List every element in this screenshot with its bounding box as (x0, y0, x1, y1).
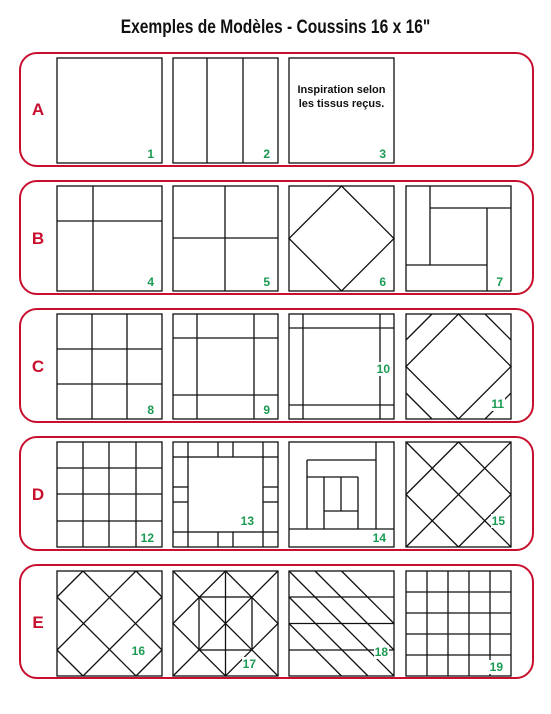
pattern-number-9: 9 (263, 403, 270, 417)
pattern-number-19: 19 (489, 660, 503, 674)
pattern-tile-5[interactable] (172, 185, 279, 292)
pattern-number-2: 2 (263, 147, 270, 161)
pattern-number-7: 7 (496, 275, 503, 289)
pattern-tile-1[interactable] (56, 57, 163, 164)
pattern-tile-4[interactable] (56, 185, 163, 292)
row-c-label: C (31, 357, 45, 376)
row-b-label: B (31, 229, 45, 248)
pattern-tile-8[interactable] (56, 313, 163, 420)
row-a-label: A (31, 100, 45, 119)
pattern-tile-7[interactable] (405, 185, 512, 292)
pattern-15-drawing (405, 441, 512, 548)
pattern-tile-19[interactable] (405, 570, 512, 677)
pattern-tile-11[interactable] (405, 313, 512, 420)
pattern-13-drawing (172, 441, 279, 548)
pattern-number-5: 5 (263, 275, 270, 289)
pattern-tile-17[interactable] (172, 570, 279, 677)
pattern-number-17: 17 (242, 657, 256, 671)
pattern-tile-9[interactable] (172, 313, 279, 420)
pattern-17-drawing (172, 570, 279, 677)
pattern-number-16: 16 (131, 644, 145, 658)
pattern-number-4: 4 (147, 275, 154, 289)
pattern-tile-6[interactable] (288, 185, 395, 292)
pattern-number-18: 18 (374, 645, 388, 659)
row-e-label: E (32, 613, 44, 632)
pattern-number-8: 8 (147, 403, 154, 417)
inspiration-note: Inspiration selon les tissus reçus. (297, 84, 386, 110)
pattern-18-drawing (288, 570, 395, 677)
pattern-tile-15[interactable] (405, 441, 512, 548)
pattern-number-14: 14 (372, 531, 386, 545)
pattern-16-drawing (56, 570, 163, 677)
pattern-tile-18[interactable] (288, 570, 395, 677)
pattern-tile-10[interactable] (288, 313, 395, 420)
pattern-tile-16[interactable] (56, 570, 163, 677)
pattern-number-6: 6 (379, 275, 386, 289)
page-title: Exemples de Modèles - Coussins 16 x 16" (120, 17, 431, 38)
pattern-tile-14[interactable] (288, 441, 395, 548)
pattern-tile-13[interactable] (172, 441, 279, 548)
row-d-label: D (31, 485, 45, 504)
pattern-number-1: 1 (147, 147, 154, 161)
pattern-number-11: 11 (491, 397, 504, 411)
pattern-number-12: 12 (140, 531, 154, 545)
pattern-number-10: 10 (376, 362, 390, 376)
pattern-tile-3[interactable] (288, 57, 395, 164)
pattern-number-15: 15 (491, 514, 505, 528)
pattern-tile-2[interactable] (172, 57, 279, 164)
pattern-tile-12[interactable] (56, 441, 163, 548)
pattern-number-3: 3 (379, 147, 386, 161)
pattern-number-13: 13 (240, 514, 254, 528)
